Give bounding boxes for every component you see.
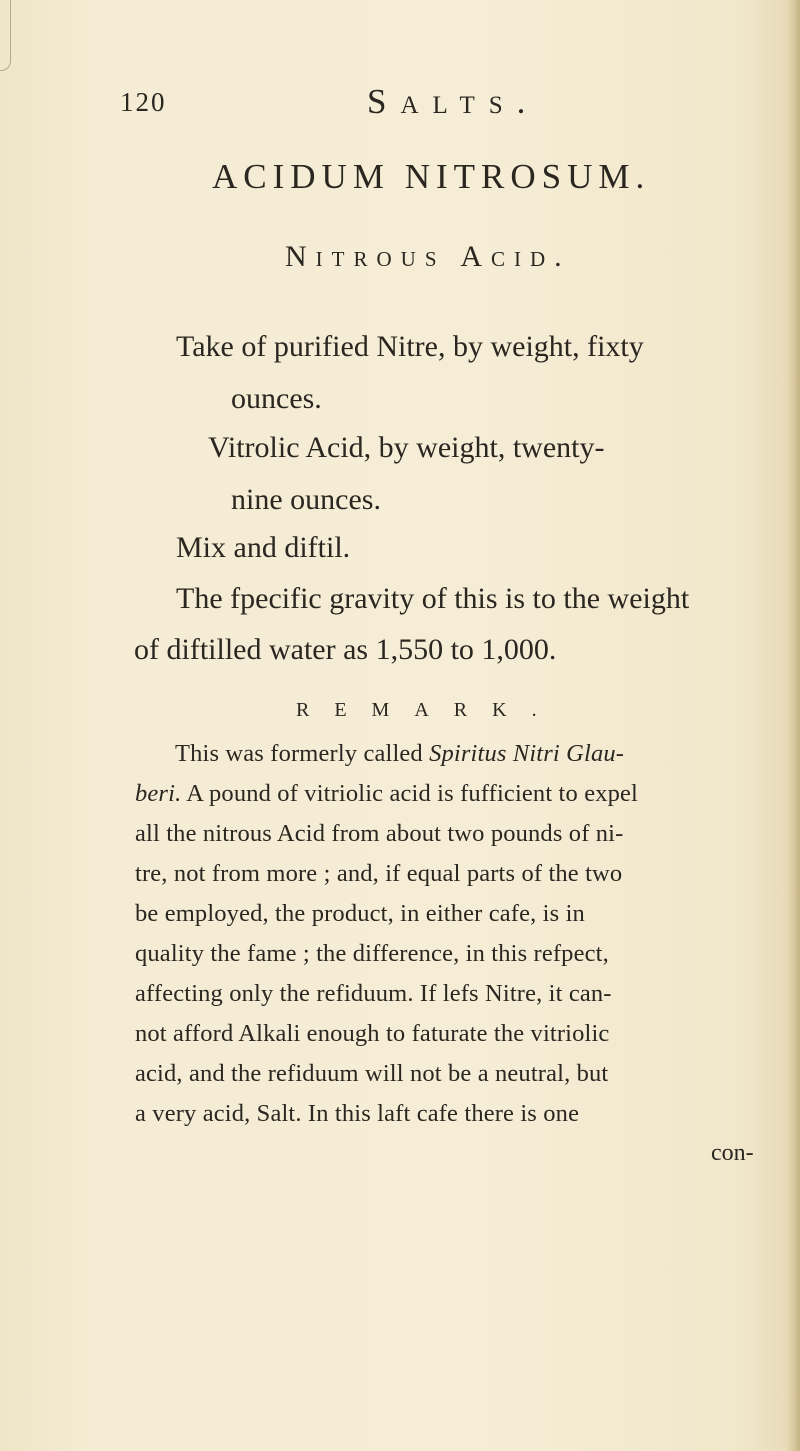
recipe-line: ounces.	[231, 382, 322, 415]
section-title: ACIDUM NITROSUM.	[212, 157, 651, 196]
remark-line: a very acid, Salt. In this laft cafe there is one	[135, 1100, 580, 1127]
remark-line: tre, not from more ; and, if equal parts of the two	[135, 860, 623, 887]
remark-text-run: A pound of vitriolic acid is fufficient to expel	[181, 780, 638, 807]
remark-line: not afford Alkali enough to faturate the vitriolic	[135, 1020, 610, 1047]
recipe-line: nine ounces.	[231, 483, 381, 516]
remark-line: be employed, the product, in either cafe, is in	[135, 900, 585, 927]
remark-italic-run: beri.	[135, 780, 182, 807]
remark-text-run: This was formerly called	[175, 740, 430, 767]
page-number: 120	[120, 87, 167, 117]
page-edge-mark	[0, 0, 11, 71]
recipe-line: Take of purified Nitre, by weight, fixty	[176, 330, 644, 363]
remark-heading: REMARK.	[296, 699, 562, 721]
remark-line	[135, 780, 638, 808]
section-subtitle: Nitrous Acid.	[285, 240, 571, 273]
running-head: Salts.	[367, 82, 540, 121]
remark-line: affecting only the refiduum. If lefs Nitre, it can-	[135, 980, 612, 1007]
remark-italic-run: Spiritus Nitri Glau-	[429, 740, 625, 767]
remark-line: all the nitrous Acid from about two pounds of ni-	[135, 820, 624, 847]
page-edge-shadow	[786, 0, 800, 1451]
recipe-line: of diftilled water as 1,550 to 1,000.	[134, 633, 557, 666]
recipe-line: Mix and diftil.	[176, 531, 351, 564]
catchword: con-	[711, 1140, 754, 1166]
remark-line	[175, 740, 624, 768]
remark-line: acid, and the refiduum will not be a neutral, but	[135, 1060, 609, 1087]
remark-line: quality the fame ; the difference, in this refpect,	[135, 940, 609, 967]
recipe-line: Vitrolic Acid, by weight, twenty-	[208, 431, 605, 464]
recipe-line: The fpecific gravity of this is to the weight	[176, 582, 690, 615]
